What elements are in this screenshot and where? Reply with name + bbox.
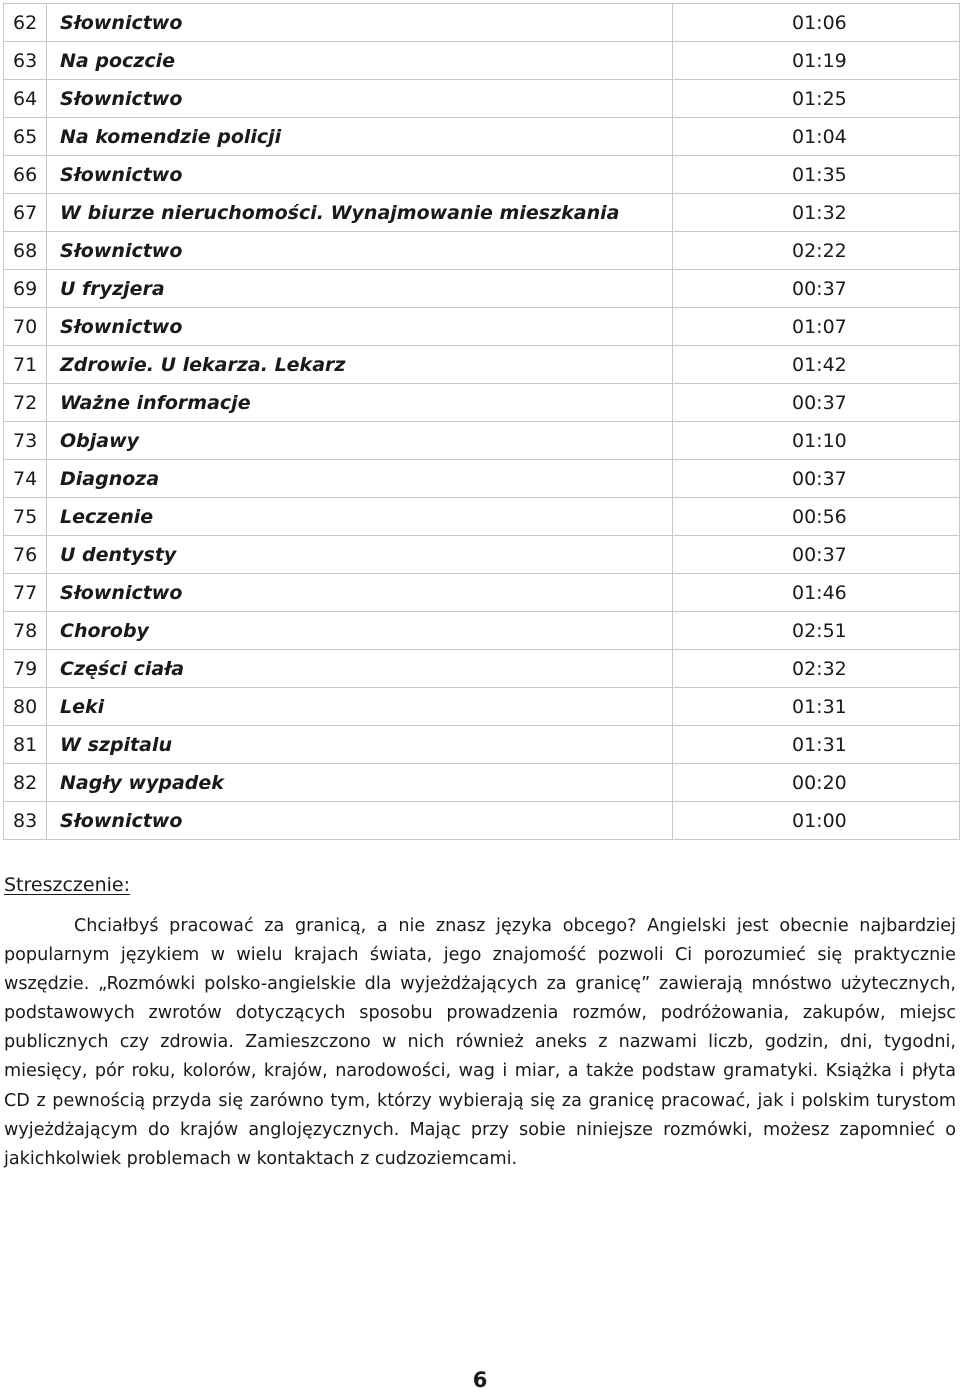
track-title: W biurze nieruchomości. Wynajmowanie mieszkania [47, 194, 673, 232]
track-row [4, 726, 960, 764]
track-duration: 01:31 [673, 726, 960, 764]
track-title: Leczenie [47, 498, 673, 536]
track-number: 69 [4, 270, 47, 308]
track-title: Leki [47, 688, 673, 726]
track-duration: 00:20 [673, 764, 960, 802]
track-title: Nagły wypadek [47, 764, 673, 802]
track-number: 66 [4, 156, 47, 194]
track-title: Choroby [47, 612, 673, 650]
track-number: 83 [4, 802, 47, 840]
track-title: Słownictwo [47, 802, 673, 840]
track-duration: 00:37 [673, 384, 960, 422]
summary-heading: Streszczenie: [4, 874, 130, 896]
track-number: 74 [4, 460, 47, 498]
track-number: 76 [4, 536, 47, 574]
track-duration: 01:35 [673, 156, 960, 194]
track-title: Części ciała [47, 650, 673, 688]
summary-text: Chciałbyś pracować za granicą, a nie znasz języka obcego? Angielski jest obecnie najbardziej popularnym językiem w wielu krajach świata, jego znajomość pozwoli Ci porozumieć się praktycznie wszędzie. „Rozmówki polsko-angielskie dla wyjeżdżających za granicę” zawierają mnóstwo użytecznych, podstawowych zwrotów dotyczących sposobu prowadzenia rozmów, podróżowania, zakupów, miejsc publicznych czy zdrowia. Zamieszczono w nich również aneks z nazwami liczb, godzin, dni, tygodni, miesięcy, pór roku, kolorów, krajów, narodowości, wag i miar, a także podstaw gramatyki. Książka i płyta CD z pewnością przyda się zarówno tym, którzy wybierają się za granicę pracować, jak i polskim turystom wyjeżdżającym do krajów anglojęzycznych. Mając przy sobie niniejsze rozmówki, możesz zapomnieć o jakichkolwiek problemach w kontaktach z cudzoziemcami. [4, 916, 956, 1169]
track-title: Słownictwo [47, 4, 673, 42]
track-number: 81 [4, 726, 47, 764]
track-row [4, 650, 960, 688]
track-list-body [4, 4, 960, 840]
track-title: Zdrowie. U lekarza. Lekarz [47, 346, 673, 384]
track-duration: 01:46 [673, 574, 960, 612]
track-duration: 02:51 [673, 612, 960, 650]
track-number: 79 [4, 650, 47, 688]
track-row [4, 802, 960, 840]
track-row [4, 612, 960, 650]
track-duration: 00:37 [673, 270, 960, 308]
page-number: 6 [472, 1368, 488, 1392]
track-row [4, 460, 960, 498]
track-row [4, 346, 960, 384]
track-duration: 01:04 [673, 118, 960, 156]
track-number: 63 [4, 42, 47, 80]
track-number: 75 [4, 498, 47, 536]
track-number: 64 [4, 80, 47, 118]
track-title: Słownictwo [47, 80, 673, 118]
track-duration: 00:56 [673, 498, 960, 536]
track-number: 80 [4, 688, 47, 726]
track-duration: 01:19 [673, 42, 960, 80]
track-row [4, 194, 960, 232]
track-title: U dentysty [47, 536, 673, 574]
track-duration: 01:07 [673, 308, 960, 346]
track-duration: 01:00 [673, 802, 960, 840]
track-title: Ważne informacje [47, 384, 673, 422]
track-title: Objawy [47, 422, 673, 460]
track-title: Słownictwo [47, 232, 673, 270]
track-row [4, 308, 960, 346]
track-row [4, 536, 960, 574]
track-duration: 02:32 [673, 650, 960, 688]
track-list-table [3, 3, 960, 840]
track-title: Słownictwo [47, 156, 673, 194]
track-duration: 01:32 [673, 194, 960, 232]
track-number: 82 [4, 764, 47, 802]
track-duration: 01:31 [673, 688, 960, 726]
track-row [4, 422, 960, 460]
track-duration: 02:22 [673, 232, 960, 270]
track-duration: 00:37 [673, 536, 960, 574]
track-row [4, 4, 960, 42]
track-row [4, 118, 960, 156]
track-number: 72 [4, 384, 47, 422]
track-title: Słownictwo [47, 308, 673, 346]
track-row [4, 764, 960, 802]
track-number: 78 [4, 612, 47, 650]
track-title: U fryzjera [47, 270, 673, 308]
track-number: 77 [4, 574, 47, 612]
track-duration: 01:25 [673, 80, 960, 118]
track-row [4, 688, 960, 726]
track-title: Na komendzie policji [47, 118, 673, 156]
track-row [4, 80, 960, 118]
track-row [4, 574, 960, 612]
track-duration: 01:06 [673, 4, 960, 42]
track-row [4, 42, 960, 80]
track-number: 67 [4, 194, 47, 232]
track-number: 65 [4, 118, 47, 156]
track-title: Na poczcie [47, 42, 673, 80]
track-title: Diagnoza [47, 460, 673, 498]
track-row [4, 270, 960, 308]
track-row [4, 498, 960, 536]
track-title: Słownictwo [47, 574, 673, 612]
track-row [4, 156, 960, 194]
track-number: 71 [4, 346, 47, 384]
track-number: 70 [4, 308, 47, 346]
track-duration: 01:10 [673, 422, 960, 460]
track-duration: 00:37 [673, 460, 960, 498]
track-number: 73 [4, 422, 47, 460]
track-number: 68 [4, 232, 47, 270]
track-row [4, 384, 960, 422]
track-number: 62 [4, 4, 47, 42]
track-row [4, 232, 960, 270]
track-duration: 01:42 [673, 346, 960, 384]
track-title: W szpitalu [47, 726, 673, 764]
